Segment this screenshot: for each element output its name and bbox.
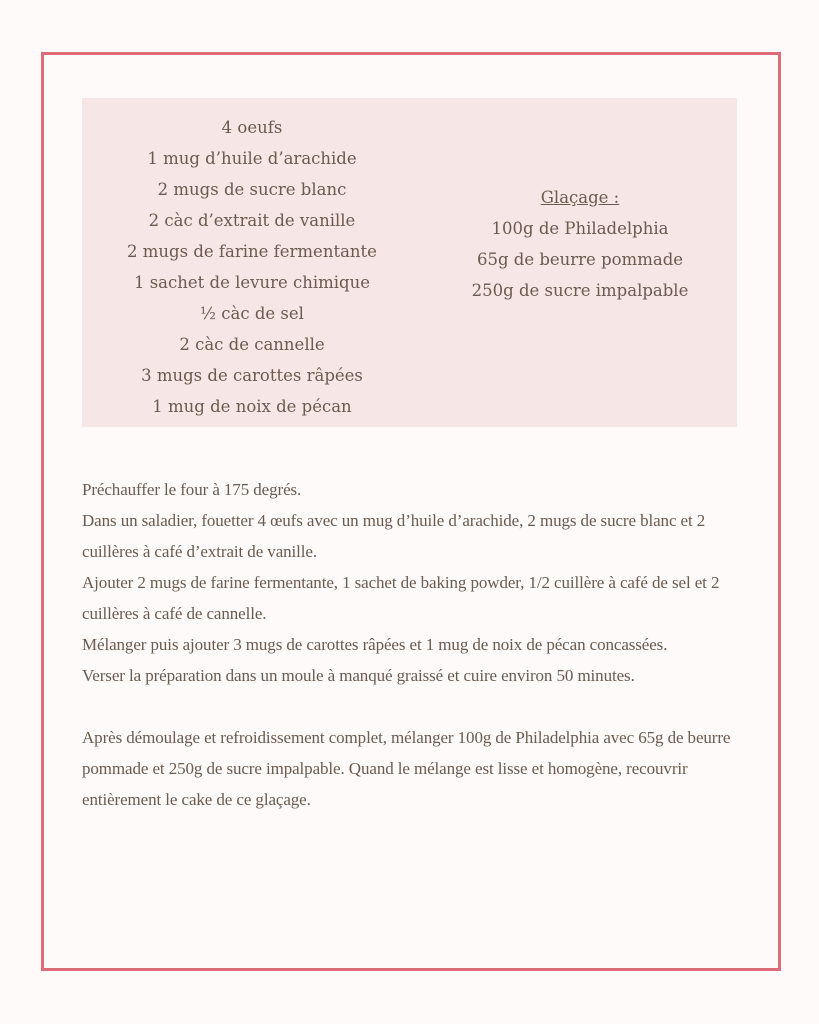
ingredient-item: 250g de sucre impalpable — [471, 281, 689, 300]
ingredient-item: ½ càc de sel — [200, 304, 304, 323]
ingredient-item: 2 càc d’extrait de vanille — [148, 211, 356, 230]
ingredient-item: 2 mugs de farine fermentante — [127, 242, 377, 261]
ingredient-item: 1 sachet de levure chimique — [133, 273, 371, 292]
step-paragraph: Ajouter 2 mugs de farine fermentante, 1 sachet de baking powder, 1/2 cuillère à café de sel et 2 cuillères à café de cannelle. — [82, 573, 720, 623]
step-paragraph: Mélanger puis ajouter 3 mugs de carottes râpées et 1 mug de noix de pécan concassées. — [82, 635, 668, 654]
step-paragraph: Préchauffer le four à 175 degrés. — [82, 480, 302, 499]
step-paragraph: Verser la préparation dans un moule à manqué graissé et cuire environ 50 minutes. — [82, 666, 635, 685]
ingredient-item: 1 mug de noix de pécan — [152, 397, 352, 416]
icing-ingredients-list — [450, 182, 710, 306]
ingredient-item: 4 oeufs — [221, 118, 283, 137]
recipe-steps — [82, 474, 742, 815]
step-paragraph: Dans un saladier, fouetter 4 œufs avec un mug d’huile d’arachide, 2 mugs de sucre blanc et 2 cuillères à café d’extrait de vanille. — [82, 511, 706, 561]
ingredient-item: 2 mugs de sucre blanc — [157, 180, 347, 199]
icing-title: Glaçage : — [540, 188, 620, 207]
ingredient-item: 3 mugs de carottes râpées — [141, 366, 363, 385]
ingredients-box — [82, 98, 737, 427]
ingredient-item: 65g de beurre pommade — [476, 250, 684, 269]
icing-step-paragraph: Après démoulage et refroidissement complet, mélanger 100g de Philadelphia avec 65g de beurre pommade et 250g de sucre impalpable. Quand le mélange est lisse et homogène, recouvrir entièrement le cake de ce glaçage. — [82, 728, 731, 809]
ingredient-item: 100g de Philadelphia — [491, 219, 669, 238]
ingredient-item: 1 mug d’huile d’arachide — [147, 149, 357, 168]
paragraph-gap — [82, 691, 742, 722]
ingredient-item: 2 càc de cannelle — [179, 335, 325, 354]
cake-ingredients-list — [82, 112, 422, 422]
